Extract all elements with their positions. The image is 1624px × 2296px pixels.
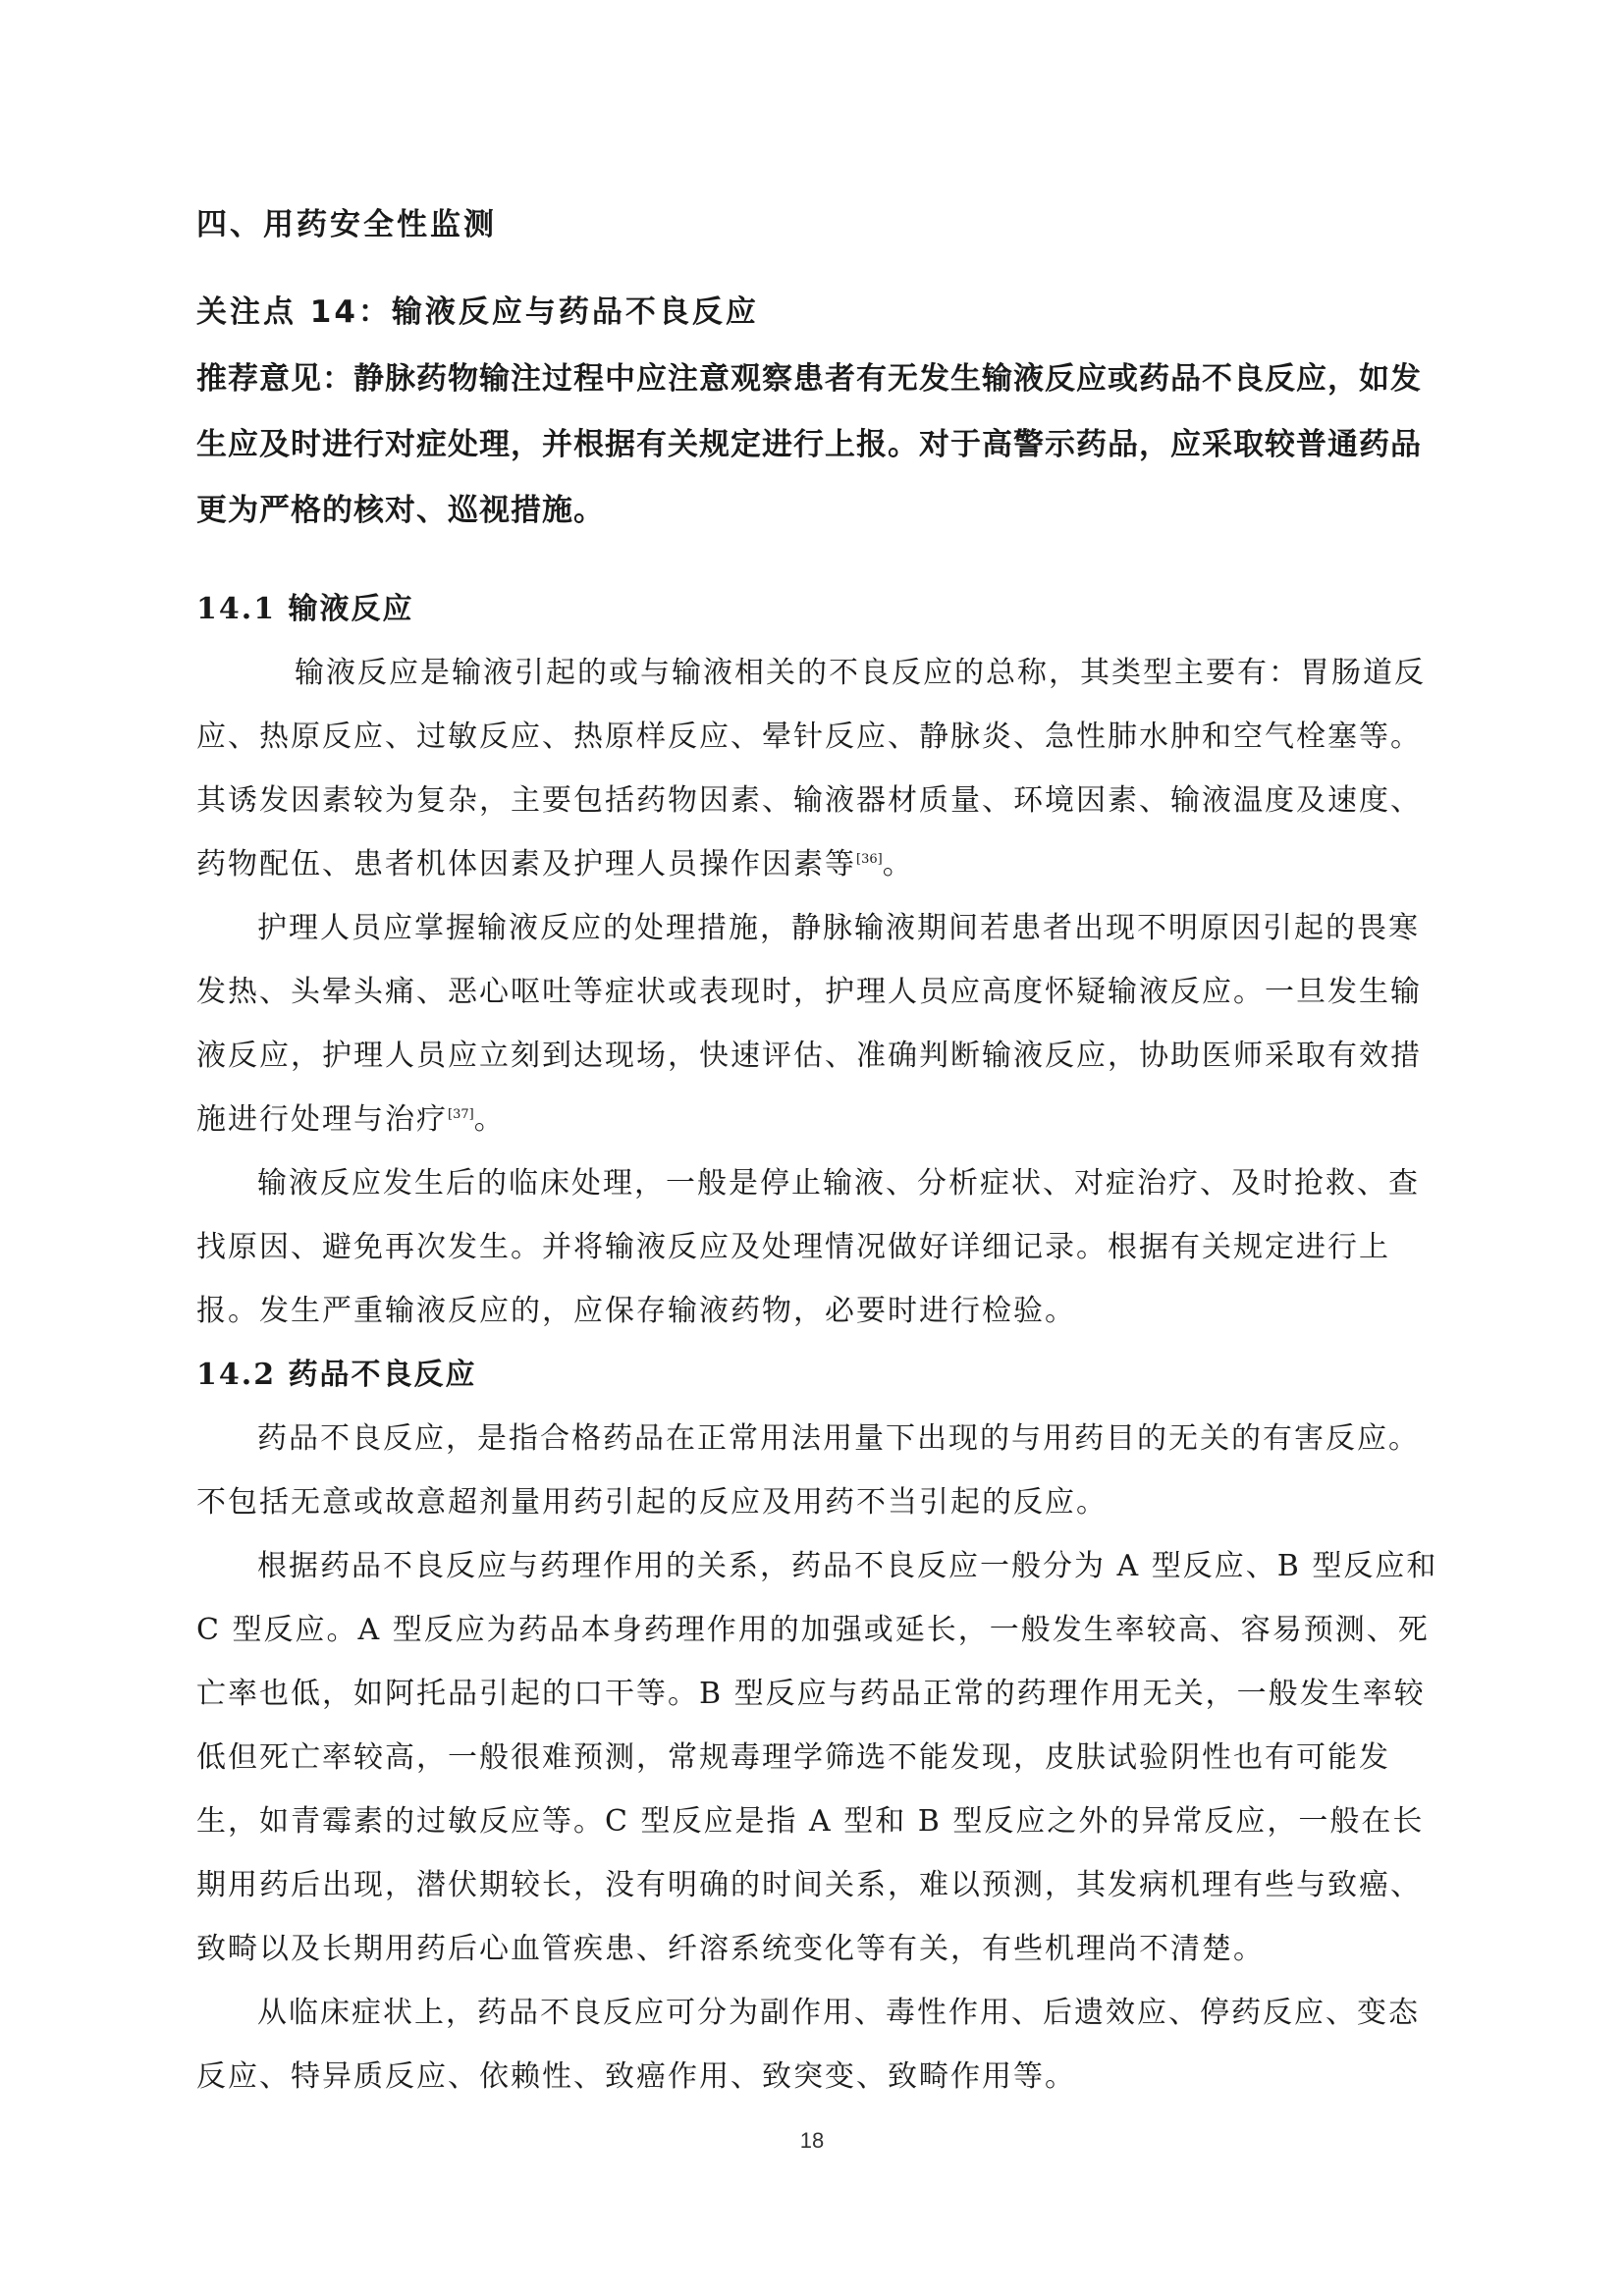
paragraph-adr-clinical-symptoms: 从临床症状上，药品不良反应可分为副作用、毒性作用、后遗效应、停药反应、变态反应、特异质反应、依赖性、致癌作用、致突变、致畸作用等。 — [196, 1996, 1420, 2094]
paragraph-infusion-reaction-definition — [196, 641, 1443, 896]
paragraph-text: 输液反应是输液引起的或与输液相关的不良反应的总称，其类型主要有：胃肠道反应、热原反应、过敏反应、热原样反应、晕针反应、静脉炎、急性肺水肿和空气栓塞等。其诱发因素较为复杂，主要包括药物因素、输液器材质量、环境因素、输液温度及速度、药物配伍、患者机体因素及护理人员操作因素等 — [196, 656, 1426, 881]
paragraph-adr-definition: 药品不良反应，是指合格药品在正常用法用量下出现的与用药目的无关的有害反应。不包括无意或故意超剂量用药引起的反应及用药不当引起的反应。 — [196, 1421, 1420, 1520]
section-heading: 四、用药安全性监测 — [196, 207, 497, 242]
recommendation-paragraph: 推荐意见：静脉药物输注过程中应注意观察患者有无发生输液反应或药品不良反应，如发生应及时进行对症处理，并根据有关规定进行上报。对于高警示药品，应采取较普通药品更为严格的核对、巡视措施。 — [196, 361, 1422, 528]
subsection-heading-14-2: 14.2 药品不良反应 — [196, 1358, 477, 1392]
citation-ref: [37] — [448, 1107, 474, 1122]
paragraph-end: 。 — [473, 1102, 506, 1137]
citation-ref: [36] — [856, 852, 883, 867]
paragraph-adr-classification: 根据药品不良反应与药理作用的关系，药品不良反应一般分为 A 型反应、B 型反应和 C 型反应。A 型反应为药品本身药理作用的加强或延长，一般发生率较高、容易预测、死亡率也低，如阿托品引起的口干等。B 型反应与药品正常的药理作用无关，一般发生率较低但死亡率较高，一般很难预测，常规毒理学筛选不能发现，皮肤试验阴性也有可能发生，如青霉素的过敏反应等。C 型反应是指 A 型和 B 型反应之外的异常反应，一般在长期用药后出现，潜伏期较长，没有明确的时间关系，难以预测，其发病机理有些与致癌、致畸以及长期用药后心血管疾患、纤溶系统变化等有关，有些机理尚不清楚。 — [196, 1549, 1438, 1966]
document-page — [196, 0, 1443, 2296]
paragraph-end: 。 — [882, 847, 914, 881]
paragraph-nursing-measures — [196, 896, 1443, 1151]
subsection-heading-14-1: 14.1 输液反应 — [196, 592, 414, 626]
page-number: 18 — [799, 2128, 825, 2153]
focus-point-title: 关注点 14：输液反应与药品不良反应 — [196, 294, 759, 330]
paragraph-clinical-handling: 输液反应发生后的临床处理，一般是停止输液、分析症状、对症治疗、及时抢救、查找原因、避免再次发生。并将输液反应及处理情况做好详细记录。根据有关规定进行上报。发生严重输液反应的，应保存输液药物，必要时进行检验。 — [196, 1166, 1420, 1328]
paragraph-text: 护理人员应掌握输液反应的处理措施，静脉输液期间若患者出现不明原因引起的畏寒发热、头晕头痛、恶心呕吐等症状或表现时，护理人员应高度怀疑输液反应。一旦发生输液反应，护理人员应立刻到达现场，快速评估、准确判断输液反应，协助医师采取有效措施进行处理与治疗 — [196, 911, 1422, 1137]
